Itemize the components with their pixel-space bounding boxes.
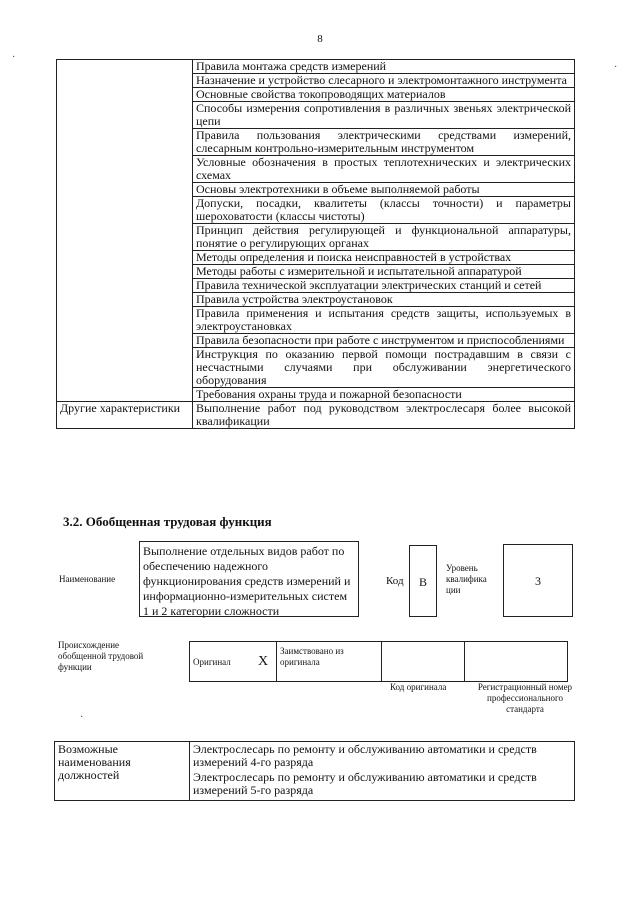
knowledge-item: Правила применения и испытания средств защиты, используемых в электроустановках [193,307,575,334]
reg-number-cell [465,642,568,682]
positions-table [54,741,575,801]
positions-label: Возможные наименования должностей [55,742,190,801]
code-value-box: B [409,545,437,617]
knowledge-item: Основные свойства токопроводящих материалов [193,88,575,102]
knowledge-item: Правила технической эксплуатации электрических станций и сетей [193,279,575,293]
empty-label-cell [57,60,193,402]
origin-table [189,641,568,682]
position-item: Электрослесарь по ремонту и обслуживанию автоматики и средств измерений 5-го разряда [193,770,537,797]
other-characteristics-label: Другие характеристики [57,402,193,429]
knowledge-item: Допуски, посадки, квалитеты (классы точности) и параметры шероховатости (классы чистоты) [193,197,575,224]
page-number: 8 [317,33,323,45]
table-row [57,402,575,429]
original-code-cell [382,642,465,682]
knowledge-item: Требования охраны труда и пожарной безопасности [193,388,575,402]
name-label: Наименование [59,574,116,584]
knowledge-item: Инструкция по оказанию первой помощи пострадавшим в связи с несчастными случаями при обслуживании энергетического оборудования [193,348,575,388]
qualification-level-label: Уровень квалифика ции [446,563,487,595]
original-mark: X [250,642,277,682]
original-code-caption: Код оригинала [390,682,447,692]
positions-list [190,742,575,801]
origin-label: Происхождение обобщенной трудовой функции [58,640,144,672]
knowledge-item: Правила пользования электрическими средствами измерений, слесарным контрольно-измерительным инструментом [193,129,575,156]
original-label: Оригинал [190,642,251,682]
function-name-box: Выполнение отдельных видов работ по обеспечению надежного функционирования средств измерений и информационно-измерительных систем 1 и 2 категории сложности [139,541,359,617]
knowledge-item: Правила безопасности при работе с инструментом и приспособлениями [193,334,575,348]
knowledge-item: Условные обозначения в простых теплотехнических и электрических схемах [193,156,575,183]
knowledge-item: Назначение и устройство слесарного и электромонтажного инструмента [193,74,575,88]
knowledge-item: Правила монтажа средств измерений [193,60,575,74]
code-label: Код [386,575,404,587]
other-characteristics-value: Выполнение работ под руководством электрослесаря более высокой квалификации [193,402,575,429]
scan-mark: · [12,52,16,63]
knowledge-item: Методы определения и поиска неисправностей в устройствах [193,251,575,265]
table-row [190,642,568,682]
table-row [57,60,575,74]
qualification-level-box: 3 [503,544,573,617]
knowledge-item: Способы измерения сопротивления в различных звеньях электрической цепи [193,102,575,129]
table-row [55,742,575,801]
reg-number-caption: Регистрационный номер профессионального стандарта [477,682,573,714]
knowledge-item: Основы электротехники в объеме выполняемой работы [193,183,575,197]
scan-mark: · [80,712,84,723]
knowledge-item: Принцип действия регулирующей и функциональной аппаратуры, понятие о регулирующих органах [193,224,575,251]
knowledge-table [56,59,575,429]
knowledge-item: Методы работы с измерительной и испытательной аппаратурой [193,265,575,279]
borrowed-label: Заимствовано из оригинала [277,642,382,682]
position-item: Электрослесарь по ремонту и обслуживанию автоматики и средств измерений 4-го разряда [193,742,537,769]
scan-mark: · [614,62,618,73]
section-title: 3.2. Обобщенная трудовая функция [63,514,272,529]
knowledge-item: Правила устройства электроустановок [193,293,575,307]
